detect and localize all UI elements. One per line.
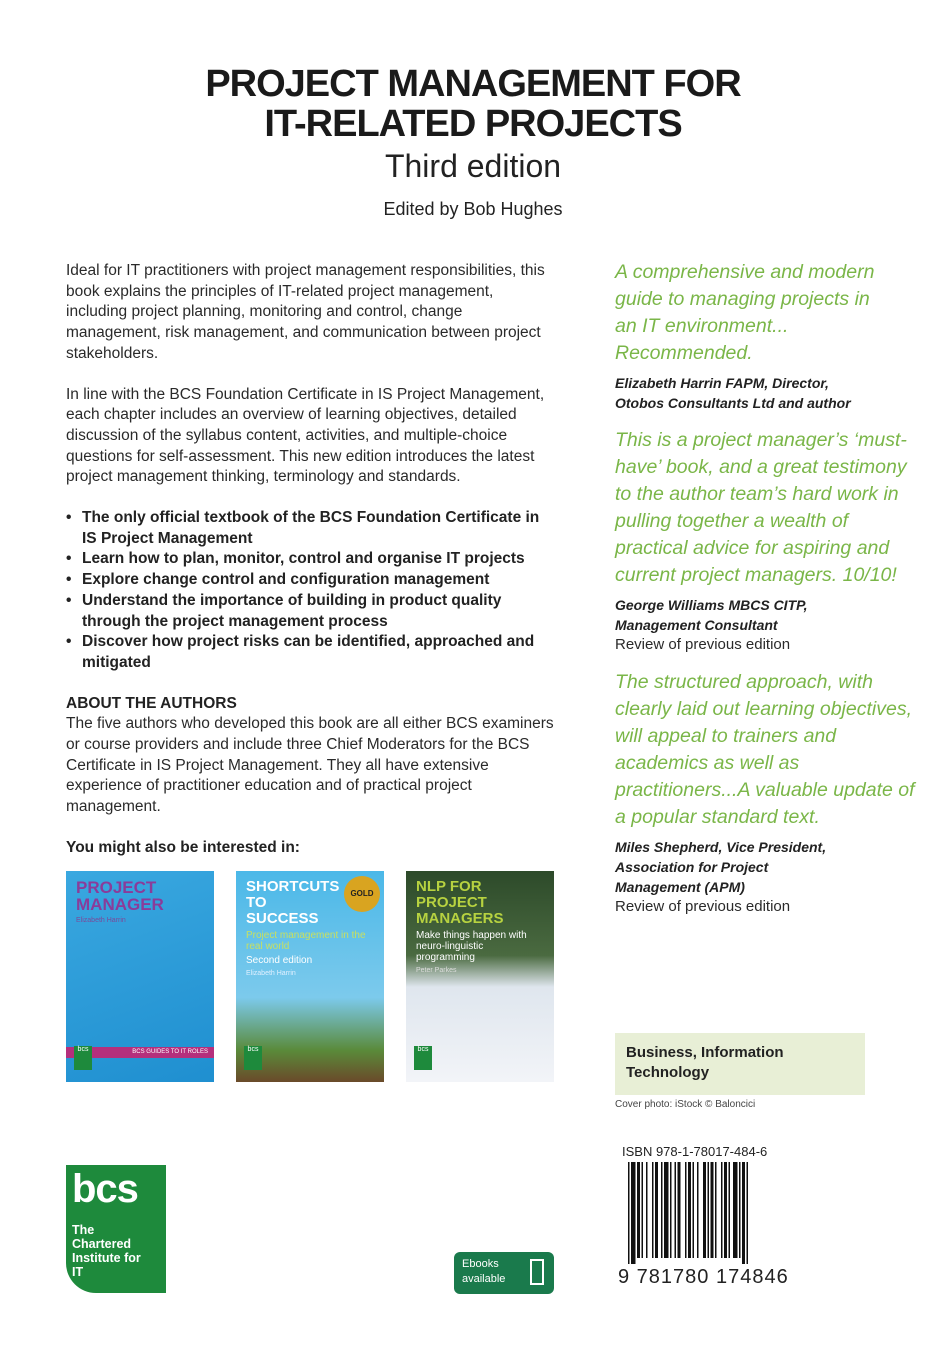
cover-edition: Second edition <box>246 954 313 966</box>
barcode-bar <box>646 1162 648 1258</box>
cover-title: SHORTCUTS TO SUCCESS <box>246 877 340 927</box>
ebooks-available-badge <box>454 1252 554 1294</box>
title-line: IT-RELATED PROJECTS <box>264 103 682 145</box>
barcode-bar <box>675 1162 677 1258</box>
feature-item: • Learn how to plan, monitor, control and organise IT projects <box>66 549 556 570</box>
barcode-bar <box>678 1162 681 1258</box>
barcode-bar <box>703 1162 706 1258</box>
barcode-bars <box>628 1162 788 1264</box>
barcode-bar <box>637 1162 640 1258</box>
bcs-logo <box>66 1165 166 1293</box>
barcode-bar <box>739 1162 741 1258</box>
quote-text: This is a project manager’s ‘must-have’ book, and a great testimony to the author team’s hard work in pulling together a wealth of practical advice for aspiring and current project managers. 10/10! <box>615 429 907 586</box>
about-heading: ABOUT THE AUTHORS <box>66 694 237 712</box>
barcode-bar <box>693 1162 695 1258</box>
isbn: ISBN 978-1-78017-484-6 <box>622 1144 768 1159</box>
also-heading: You might also be interested in: <box>66 838 300 856</box>
quote-text: The structured approach, with clearly laid out learning objectives, will appeal to trainers and academics as well as practitioners...A valuable update of a popular standard text. <box>615 671 915 828</box>
quote-attribution: Elizabeth Harrin FAPM, Director, Otobos Consultants Ltd and author <box>615 375 851 411</box>
logo-tagline: The Chartered Institute for IT <box>72 1223 141 1279</box>
barcode-bar <box>729 1162 731 1258</box>
quote-block <box>615 427 915 655</box>
photo-credit: Cover photo: iStock © Baloncici <box>615 1099 756 1110</box>
left-column <box>66 261 556 1082</box>
feature-item: • The only official textbook of the BCS Foundation Certificate in IS Project Management <box>66 508 556 549</box>
barcode-bar <box>628 1162 630 1264</box>
book-cover-project-manager[interactable] <box>66 871 214 1082</box>
barcode-digits: 9 781780 174846 <box>618 1266 789 1288</box>
cover-author: Peter Parkes <box>416 966 457 974</box>
description-paragraph: Ideal for IT practitioners with project management responsibilities, this book explains the principles of IT-related project management, including project planning, monitoring and control, change management, risk management, and communication between project stakeholders. <box>66 262 545 362</box>
bcs-mini-logo: bcs <box>244 1046 262 1070</box>
barcode-bar <box>721 1162 723 1258</box>
feature-list <box>66 508 556 674</box>
barcode-bar <box>715 1162 717 1258</box>
feature-item: • Discover how project risks can be identified, approached and mitigated <box>66 632 556 673</box>
bcs-mini-logo: bcs <box>74 1046 92 1070</box>
editor: Edited by Bob Hughes <box>383 199 563 219</box>
book-title <box>0 64 946 144</box>
barcode-bar <box>652 1162 654 1258</box>
right-column <box>615 259 915 931</box>
ebook-label: Ebooks available <box>462 1258 506 1285</box>
cover-series: BCS GUIDES TO IT ROLES <box>66 1047 214 1058</box>
related-books <box>66 871 556 1082</box>
cover-subtitle: Project management in the real world <box>246 929 366 952</box>
cover-subtitle: Make things happen with neuro-linguistic programming <box>416 929 527 963</box>
barcode-bar <box>742 1162 745 1264</box>
subject-category: Business, Information Technology <box>615 1033 865 1095</box>
description-paragraph: In line with the BCS Foundation Certificate in IS Project Management, each chapter includes an overview of learning objectives, detailed discussion of the syllabus content, activities, and multiple-choice questions for self-assessment. This new edition introduces the latest project management thinking, terminology and standards. <box>66 385 545 486</box>
book-cover-shortcuts-to-success[interactable] <box>236 871 384 1082</box>
book-cover-nlp-for-project-managers[interactable] <box>406 871 554 1082</box>
quote-text: A comprehensive and modern guide to managing projects in an IT environment... Recommended. <box>615 261 875 364</box>
edition: Third edition <box>384 148 562 184</box>
tablet-tap-icon <box>530 1259 544 1285</box>
cover-title: NLP FOR PROJECT MANAGERS <box>416 877 504 927</box>
quote-attribution: George Williams MBCS CITP, Management Consultant <box>615 597 808 633</box>
barcode-bar <box>697 1162 699 1258</box>
quote-block <box>615 259 915 413</box>
award-badge: GOLD <box>344 876 380 912</box>
barcode-bar <box>642 1162 644 1258</box>
review-note: Review of previous edition <box>615 898 791 915</box>
barcode-bar <box>688 1162 691 1258</box>
about-text: The five authors who developed this book are all either BCS examiners or course providers and include three Chief Moderators for the BCS Certificate in IS Project Management. They all have extensive experience of practitioner education and of practical project management. <box>66 715 554 816</box>
feature-item: • Understand the importance of building in product quality through the project management process <box>66 591 556 632</box>
logo-name: bcs <box>72 1167 138 1211</box>
barcode-bar <box>747 1162 749 1264</box>
review-note: Review of previous edition <box>615 636 791 653</box>
quote-block <box>615 669 915 917</box>
barcode-bar <box>733 1162 738 1258</box>
barcode-bar <box>711 1162 714 1258</box>
barcode-bar <box>661 1162 663 1258</box>
cover-author: Elizabeth Harrin <box>76 916 126 924</box>
cover-title: PROJECT MANAGER <box>76 877 164 914</box>
barcode-bar <box>708 1162 710 1258</box>
barcode-bar <box>664 1162 669 1258</box>
barcode-bar <box>685 1162 687 1258</box>
cover-author: Elizabeth Harrin <box>246 969 296 977</box>
barcode-bar <box>631 1162 636 1264</box>
title-line: PROJECT MANAGEMENT FOR <box>205 63 741 105</box>
bcs-mini-logo: bcs <box>414 1046 432 1070</box>
barcode-bar <box>724 1162 727 1258</box>
barcode-bar <box>670 1162 672 1258</box>
quote-attribution: Miles Shepherd, Vice President, Association for Project Management (APM) <box>615 839 827 895</box>
feature-item: • Explore change control and configuration management <box>66 570 556 591</box>
barcode-bar <box>655 1162 658 1258</box>
barcode <box>618 1162 789 1292</box>
